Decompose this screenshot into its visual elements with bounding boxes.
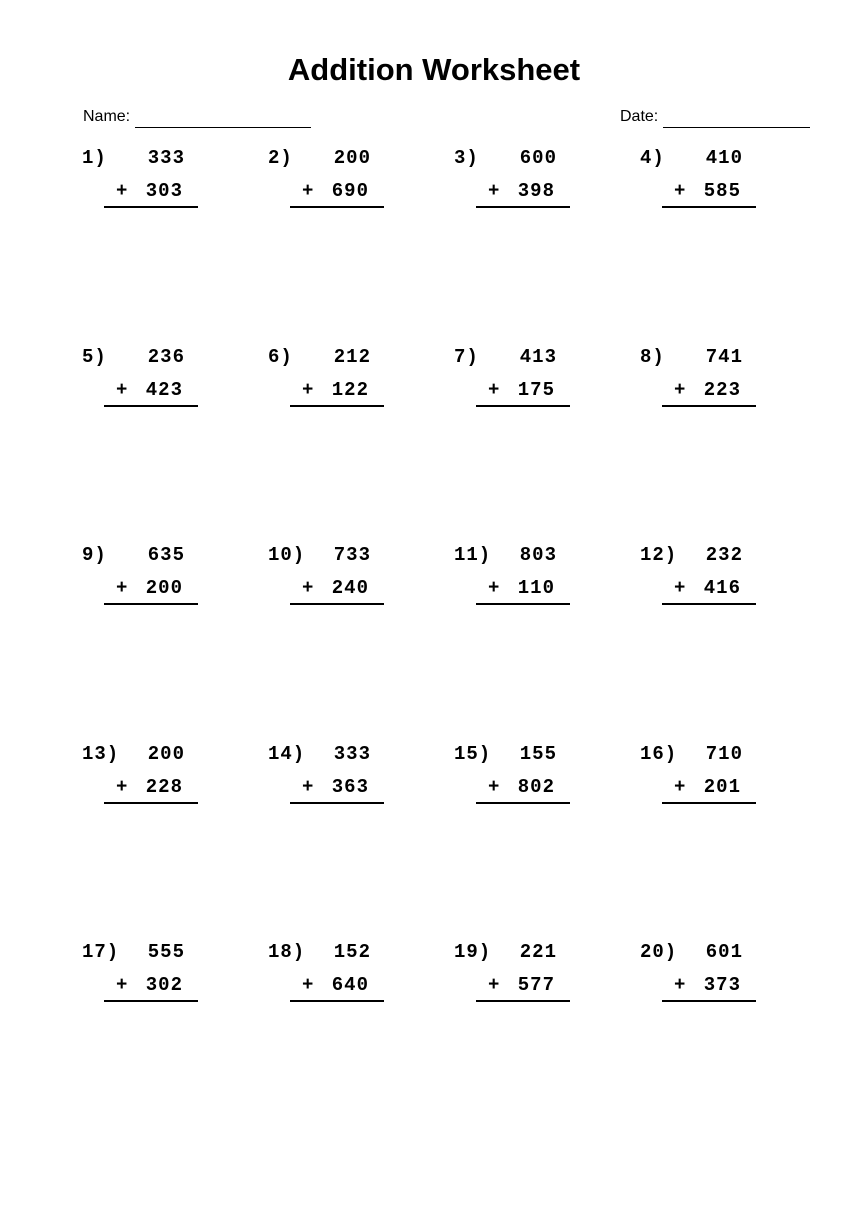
second-addend: 690: [331, 180, 369, 202]
problem-second-row: [268, 175, 454, 208]
problem-number: 3): [454, 147, 479, 169]
addition-problem: [640, 142, 826, 341]
problem-second-row: [640, 969, 826, 1002]
first-addend: 600: [519, 147, 557, 169]
problem-first-row: [82, 341, 268, 374]
answer-line: [476, 374, 570, 407]
first-addend: 555: [147, 941, 185, 963]
problem-second-row: [640, 771, 826, 804]
addition-problem: [268, 936, 454, 1135]
problem-first-row: [82, 142, 268, 175]
problem-first-row: [640, 142, 826, 175]
first-addend: 803: [519, 544, 557, 566]
worksheet-title: Addition Worksheet: [287, 52, 581, 87]
plus-sign: +: [116, 378, 129, 401]
name-field: [83, 106, 311, 128]
second-addend: 640: [331, 974, 369, 996]
first-addend: 221: [519, 941, 557, 963]
addition-problem: [640, 539, 826, 738]
problem-second-row: [454, 572, 640, 605]
problem-first-row: [454, 142, 640, 175]
problem-first-row: [454, 738, 640, 771]
problem-second-row: [82, 374, 268, 407]
problem-second-row: [268, 572, 454, 605]
problem-number: 7): [454, 345, 479, 368]
first-addend: 733: [333, 544, 371, 566]
problems-grid: [82, 142, 842, 1135]
second-addend: 423: [145, 378, 183, 401]
problem-number: 6): [268, 345, 293, 368]
second-addend: 122: [331, 378, 369, 401]
second-addend: 201: [703, 775, 741, 798]
plus-sign: +: [116, 775, 129, 798]
second-addend: 303: [145, 180, 183, 202]
first-addend: 152: [333, 941, 371, 963]
plus-sign: +: [116, 974, 129, 996]
first-addend: 635: [147, 544, 185, 566]
answer-line: [104, 374, 198, 407]
problem-number: 13): [82, 742, 120, 765]
name-label: Name:: [83, 108, 131, 125]
second-addend: 416: [703, 577, 741, 599]
date-blank-line[interactable]: [663, 110, 810, 128]
problem-first-row: [82, 936, 268, 969]
problem-first-row: [268, 738, 454, 771]
second-addend: 398: [517, 180, 555, 202]
second-addend: 373: [703, 974, 741, 996]
answer-line: [476, 969, 570, 1002]
second-addend: 802: [517, 775, 555, 798]
second-addend: 585: [703, 180, 741, 202]
answer-line: [662, 175, 756, 208]
second-addend: 363: [331, 775, 369, 798]
first-addend: 236: [147, 345, 185, 368]
plus-sign: +: [116, 577, 129, 599]
problem-first-row: [454, 936, 640, 969]
addition-problem: [268, 341, 454, 540]
addition-problem: [268, 142, 454, 341]
problem-second-row: [82, 771, 268, 804]
problem-number: 20): [640, 941, 678, 963]
plus-sign: +: [488, 378, 501, 401]
problem-number: 11): [454, 544, 492, 566]
answer-line: [290, 572, 384, 605]
plus-sign: +: [488, 974, 501, 996]
addition-problem: [454, 142, 640, 341]
addition-problem: [82, 936, 268, 1135]
second-addend: 223: [703, 378, 741, 401]
problem-first-row: [82, 738, 268, 771]
plus-sign: +: [302, 577, 315, 599]
second-addend: 228: [145, 775, 183, 798]
addition-problem: [454, 341, 640, 540]
problem-first-row: [82, 539, 268, 572]
answer-line: [476, 771, 570, 804]
answer-line: [662, 572, 756, 605]
answer-line: [662, 374, 756, 407]
plus-sign: +: [116, 180, 129, 202]
answer-line: [476, 175, 570, 208]
problem-second-row: [268, 771, 454, 804]
addition-problem: [268, 539, 454, 738]
plus-sign: +: [302, 974, 315, 996]
answer-line: [290, 771, 384, 804]
addition-problem: [640, 738, 826, 937]
first-addend: 155: [519, 742, 557, 765]
first-addend: 601: [705, 941, 743, 963]
problem-number: 1): [82, 147, 107, 169]
plus-sign: +: [674, 775, 687, 798]
answer-line: [290, 175, 384, 208]
addition-problem: [268, 738, 454, 937]
problem-first-row: [640, 738, 826, 771]
problem-second-row: [640, 572, 826, 605]
problem-second-row: [454, 969, 640, 1002]
second-addend: 200: [145, 577, 183, 599]
problem-number: 18): [268, 941, 306, 963]
problem-first-row: [268, 539, 454, 572]
answer-line: [662, 969, 756, 1002]
problem-first-row: [454, 341, 640, 374]
problem-number: 5): [82, 345, 107, 368]
problem-first-row: [268, 936, 454, 969]
problem-first-row: [640, 539, 826, 572]
answer-line: [104, 572, 198, 605]
answer-line: [104, 969, 198, 1002]
problem-number: 4): [640, 147, 665, 169]
second-addend: 175: [517, 378, 555, 401]
addition-problem: [82, 539, 268, 738]
addition-problem: [82, 142, 268, 341]
problem-number: 8): [640, 345, 665, 368]
answer-line: [662, 771, 756, 804]
first-addend: 333: [333, 742, 371, 765]
plus-sign: +: [488, 775, 501, 798]
problem-second-row: [82, 175, 268, 208]
answer-line: [290, 969, 384, 1002]
problem-first-row: [640, 341, 826, 374]
problem-first-row: [268, 142, 454, 175]
answer-line: [476, 572, 570, 605]
problem-second-row: [268, 969, 454, 1002]
second-addend: 577: [517, 974, 555, 996]
first-addend: 710: [705, 742, 743, 765]
problem-number: 17): [82, 941, 120, 963]
plus-sign: +: [302, 775, 315, 798]
problem-second-row: [454, 175, 640, 208]
first-addend: 741: [705, 345, 743, 368]
plus-sign: +: [488, 577, 501, 599]
second-addend: 240: [331, 577, 369, 599]
problem-number: 9): [82, 544, 107, 566]
answer-line: [104, 771, 198, 804]
plus-sign: +: [674, 378, 687, 401]
date-field: [620, 106, 810, 128]
problem-first-row: [640, 936, 826, 969]
addition-problem: [82, 341, 268, 540]
problem-second-row: [640, 374, 826, 407]
problem-second-row: [454, 771, 640, 804]
first-addend: 413: [519, 345, 557, 368]
problem-number: 15): [454, 742, 492, 765]
addition-problem: [640, 341, 826, 540]
plus-sign: +: [302, 378, 315, 401]
problem-number: 10): [268, 544, 306, 566]
first-addend: 212: [333, 345, 371, 368]
problem-first-row: [454, 539, 640, 572]
problem-second-row: [268, 374, 454, 407]
problem-number: 16): [640, 742, 678, 765]
plus-sign: +: [488, 180, 501, 202]
answer-line: [104, 175, 198, 208]
answer-line: [290, 374, 384, 407]
addition-problem: [640, 936, 826, 1135]
plus-sign: +: [302, 180, 315, 202]
problem-second-row: [454, 374, 640, 407]
addition-problem: [454, 936, 640, 1135]
problem-number: 14): [268, 742, 306, 765]
problem-first-row: [268, 341, 454, 374]
addition-problem: [454, 539, 640, 738]
problem-second-row: [82, 969, 268, 1002]
first-addend: 410: [705, 147, 743, 169]
first-addend: 200: [333, 147, 371, 169]
plus-sign: +: [674, 577, 687, 599]
first-addend: 333: [147, 147, 185, 169]
addition-problem: [454, 738, 640, 937]
plus-sign: +: [674, 180, 687, 202]
problem-number: 2): [268, 147, 293, 169]
name-blank-line[interactable]: [135, 110, 311, 128]
problem-second-row: [640, 175, 826, 208]
first-addend: 200: [147, 742, 185, 765]
plus-sign: +: [674, 974, 687, 996]
second-addend: 302: [145, 974, 183, 996]
addition-problem: [82, 738, 268, 937]
problem-second-row: [82, 572, 268, 605]
problem-number: 19): [454, 941, 492, 963]
date-label: Date:: [620, 108, 659, 125]
first-addend: 232: [705, 544, 743, 566]
problem-number: 12): [640, 544, 678, 566]
second-addend: 110: [517, 577, 555, 599]
